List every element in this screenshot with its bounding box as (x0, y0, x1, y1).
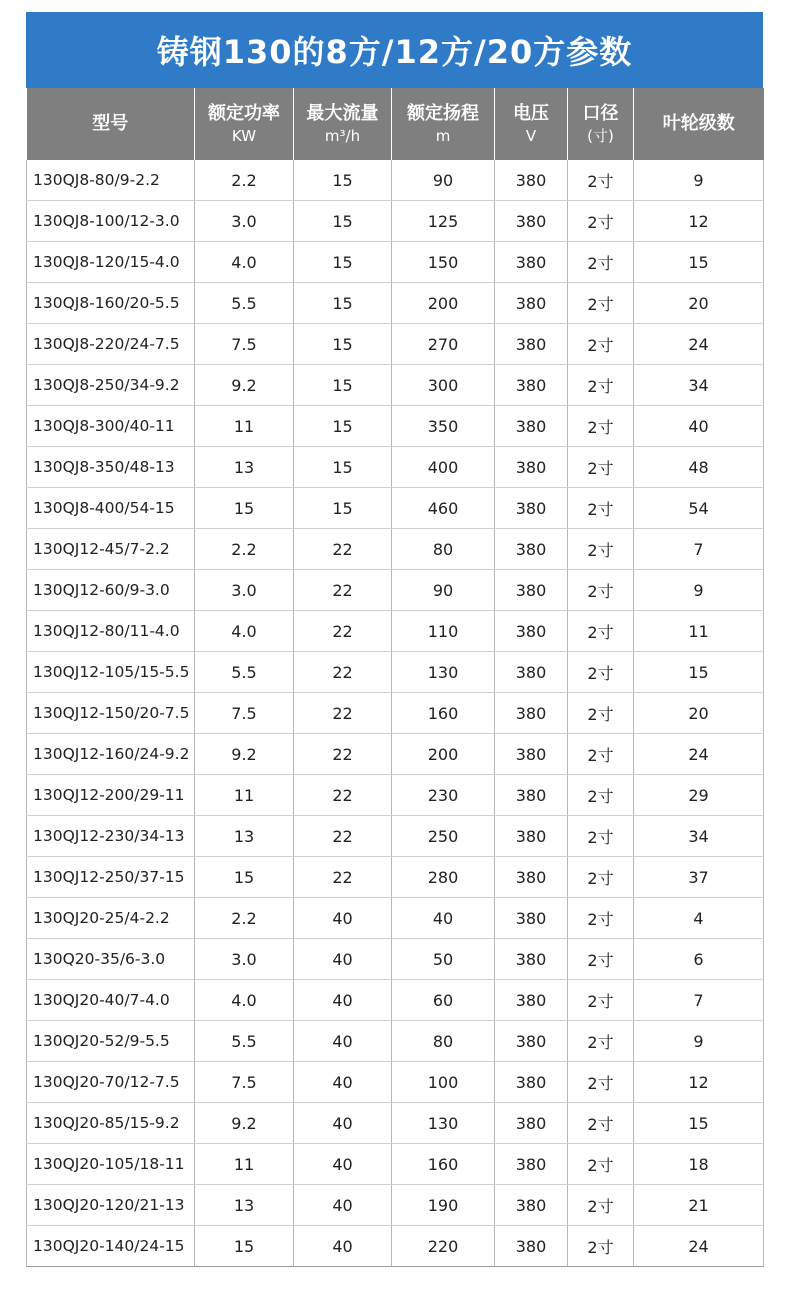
cell-impeller-stages: 24 (634, 734, 764, 775)
cell-impeller-stages: 29 (634, 775, 764, 816)
cell-voltage: 380 (495, 1021, 568, 1062)
cell-power: 2.2 (195, 160, 294, 201)
cell-flow: 22 (294, 570, 392, 611)
cell-caliber: 2寸 (568, 857, 634, 898)
cell-voltage: 380 (495, 857, 568, 898)
cell-power: 11 (195, 1144, 294, 1185)
cell-flow: 15 (294, 201, 392, 242)
cell-voltage: 380 (495, 980, 568, 1021)
cell-power: 11 (195, 406, 294, 447)
cell-power: 11 (195, 775, 294, 816)
cell-caliber: 2寸 (568, 406, 634, 447)
cell-model: 130QJ12-105/15-5.5 (27, 652, 195, 693)
column-header-caliber (568, 88, 634, 160)
cell-voltage: 380 (495, 652, 568, 693)
cell-power: 15 (195, 1226, 294, 1267)
cell-impeller-stages: 11 (634, 611, 764, 652)
cell-head: 80 (392, 1021, 495, 1062)
cell-voltage: 380 (495, 570, 568, 611)
cell-head: 250 (392, 816, 495, 857)
cell-power: 3.0 (195, 570, 294, 611)
column-header-voltage (495, 88, 568, 160)
cell-flow: 22 (294, 857, 392, 898)
table-body (27, 160, 764, 1267)
column-header-unit: m³/h (324, 127, 361, 146)
cell-caliber: 2寸 (568, 816, 634, 857)
cell-power: 15 (195, 857, 294, 898)
cell-head: 100 (392, 1062, 495, 1103)
table-row (27, 488, 764, 529)
cell-model: 130QJ8-220/24-7.5 (27, 324, 195, 365)
cell-impeller-stages: 7 (634, 980, 764, 1021)
cell-flow: 15 (294, 242, 392, 283)
cell-model: 130QJ8-350/48-13 (27, 447, 195, 488)
cell-head: 200 (392, 283, 495, 324)
cell-head: 90 (392, 160, 495, 201)
cell-model: 130QJ20-52/9-5.5 (27, 1021, 195, 1062)
cell-impeller-stages: 34 (634, 816, 764, 857)
cell-model: 130QJ12-250/37-15 (27, 857, 195, 898)
cell-head: 50 (392, 939, 495, 980)
cell-head: 130 (392, 652, 495, 693)
cell-voltage: 380 (495, 242, 568, 283)
cell-voltage: 380 (495, 898, 568, 939)
cell-caliber: 2寸 (568, 1144, 634, 1185)
column-header-label: 电压 (513, 102, 549, 124)
cell-voltage: 380 (495, 1185, 568, 1226)
cell-caliber: 2寸 (568, 611, 634, 652)
cell-head: 460 (392, 488, 495, 529)
cell-flow: 40 (294, 980, 392, 1021)
column-header-impeller-stages (634, 88, 764, 160)
table-row (27, 652, 764, 693)
cell-power: 9.2 (195, 1103, 294, 1144)
cell-model: 130QJ8-300/40-11 (27, 406, 195, 447)
cell-head: 400 (392, 447, 495, 488)
cell-impeller-stages: 6 (634, 939, 764, 980)
cell-impeller-stages: 18 (634, 1144, 764, 1185)
cell-impeller-stages: 24 (634, 1226, 764, 1267)
table-row (27, 1103, 764, 1144)
cell-voltage: 380 (495, 406, 568, 447)
cell-impeller-stages: 15 (634, 242, 764, 283)
cell-model: 130QJ20-40/7-4.0 (27, 980, 195, 1021)
cell-voltage: 380 (495, 1226, 568, 1267)
cell-voltage: 380 (495, 816, 568, 857)
cell-impeller-stages: 12 (634, 201, 764, 242)
cell-impeller-stages: 9 (634, 1021, 764, 1062)
cell-flow: 22 (294, 775, 392, 816)
cell-flow: 40 (294, 1144, 392, 1185)
column-header-label: 额定扬程 (407, 102, 479, 124)
cell-impeller-stages: 54 (634, 488, 764, 529)
cell-voltage: 380 (495, 1062, 568, 1103)
cell-caliber: 2寸 (568, 1062, 634, 1103)
cell-impeller-stages: 20 (634, 693, 764, 734)
cell-impeller-stages: 20 (634, 283, 764, 324)
pump-spec-table (26, 88, 764, 1267)
cell-caliber: 2寸 (568, 652, 634, 693)
cell-model: 130QJ20-85/15-9.2 (27, 1103, 195, 1144)
table-row (27, 1226, 764, 1267)
cell-head: 270 (392, 324, 495, 365)
cell-caliber: 2寸 (568, 1103, 634, 1144)
cell-voltage: 380 (495, 283, 568, 324)
cell-head: 80 (392, 529, 495, 570)
cell-voltage: 380 (495, 611, 568, 652)
cell-caliber: 2寸 (568, 242, 634, 283)
cell-voltage: 380 (495, 939, 568, 980)
cell-model: 130QJ8-400/54-15 (27, 488, 195, 529)
cell-model: 130QJ12-60/9-3.0 (27, 570, 195, 611)
table-row (27, 324, 764, 365)
cell-model: 130QJ12-45/7-2.2 (27, 529, 195, 570)
cell-head: 300 (392, 365, 495, 406)
cell-impeller-stages: 48 (634, 447, 764, 488)
cell-model: 130QJ12-150/20-7.5 (27, 693, 195, 734)
table-row (27, 570, 764, 611)
cell-flow: 15 (294, 324, 392, 365)
table-row (27, 447, 764, 488)
cell-head: 110 (392, 611, 495, 652)
cell-voltage: 380 (495, 201, 568, 242)
cell-power: 2.2 (195, 898, 294, 939)
cell-caliber: 2寸 (568, 447, 634, 488)
cell-caliber: 2寸 (568, 488, 634, 529)
cell-caliber: 2寸 (568, 775, 634, 816)
cell-model: 130QJ12-160/24-9.2 (27, 734, 195, 775)
cell-head: 160 (392, 693, 495, 734)
column-header-unit: (寸) (587, 127, 614, 146)
column-header-unit: V (525, 127, 537, 146)
cell-head: 125 (392, 201, 495, 242)
cell-power: 13 (195, 447, 294, 488)
cell-power: 7.5 (195, 324, 294, 365)
table-row (27, 1185, 764, 1226)
cell-impeller-stages: 40 (634, 406, 764, 447)
page-title: 铸钢130的8方/12方/20方参数 (26, 12, 763, 88)
cell-flow: 15 (294, 160, 392, 201)
table-row (27, 283, 764, 324)
cell-flow: 22 (294, 816, 392, 857)
cell-head: 40 (392, 898, 495, 939)
table-row (27, 980, 764, 1021)
cell-flow: 40 (294, 1185, 392, 1226)
table-row (27, 939, 764, 980)
cell-flow: 15 (294, 283, 392, 324)
table-row (27, 406, 764, 447)
table-row (27, 611, 764, 652)
cell-power: 9.2 (195, 365, 294, 406)
cell-impeller-stages: 9 (634, 570, 764, 611)
cell-power: 3.0 (195, 939, 294, 980)
cell-caliber: 2寸 (568, 898, 634, 939)
cell-head: 230 (392, 775, 495, 816)
cell-impeller-stages: 21 (634, 1185, 764, 1226)
cell-voltage: 380 (495, 734, 568, 775)
cell-head: 130 (392, 1103, 495, 1144)
table-row (27, 242, 764, 283)
cell-flow: 40 (294, 1226, 392, 1267)
cell-caliber: 2寸 (568, 160, 634, 201)
cell-head: 160 (392, 1144, 495, 1185)
column-header-label: 额定功率 (208, 102, 280, 124)
cell-impeller-stages: 15 (634, 1103, 764, 1144)
cell-impeller-stages: 34 (634, 365, 764, 406)
cell-impeller-stages: 4 (634, 898, 764, 939)
cell-power: 13 (195, 816, 294, 857)
cell-power: 4.0 (195, 611, 294, 652)
cell-head: 280 (392, 857, 495, 898)
cell-power: 9.2 (195, 734, 294, 775)
table-row (27, 1062, 764, 1103)
cell-flow: 15 (294, 447, 392, 488)
cell-flow: 15 (294, 488, 392, 529)
cell-power: 13 (195, 1185, 294, 1226)
cell-head: 60 (392, 980, 495, 1021)
cell-flow: 15 (294, 406, 392, 447)
table-row (27, 1144, 764, 1185)
cell-power: 5.5 (195, 652, 294, 693)
cell-model: 130QJ20-120/21-13 (27, 1185, 195, 1226)
cell-model: 130Q20-35/6-3.0 (27, 939, 195, 980)
cell-voltage: 380 (495, 324, 568, 365)
table-row (27, 365, 764, 406)
cell-model: 130QJ12-200/29-11 (27, 775, 195, 816)
table-row (27, 201, 764, 242)
cell-power: 5.5 (195, 1021, 294, 1062)
cell-model: 130QJ8-80/9-2.2 (27, 160, 195, 201)
cell-voltage: 380 (495, 160, 568, 201)
cell-voltage: 380 (495, 1144, 568, 1185)
cell-caliber: 2寸 (568, 201, 634, 242)
cell-impeller-stages: 9 (634, 160, 764, 201)
table-row (27, 529, 764, 570)
cell-voltage: 380 (495, 1103, 568, 1144)
column-header-model (27, 88, 195, 160)
cell-flow: 40 (294, 1062, 392, 1103)
column-header-label: 口径 (582, 102, 619, 124)
cell-model: 130QJ8-160/20-5.5 (27, 283, 195, 324)
cell-caliber: 2寸 (568, 570, 634, 611)
column-header-unit: m (435, 127, 451, 146)
table-header-row (27, 88, 764, 160)
cell-impeller-stages: 7 (634, 529, 764, 570)
cell-caliber: 2寸 (568, 1185, 634, 1226)
cell-impeller-stages: 37 (634, 857, 764, 898)
cell-caliber: 2寸 (568, 1226, 634, 1267)
cell-power: 5.5 (195, 283, 294, 324)
column-header-label: 型号 (92, 112, 129, 134)
cell-voltage: 380 (495, 447, 568, 488)
cell-flow: 15 (294, 365, 392, 406)
cell-flow: 22 (294, 652, 392, 693)
cell-power: 7.5 (195, 693, 294, 734)
cell-flow: 40 (294, 939, 392, 980)
table-row (27, 816, 764, 857)
cell-model: 130QJ20-140/24-15 (27, 1226, 195, 1267)
cell-head: 200 (392, 734, 495, 775)
column-header-unit: KW (231, 127, 257, 146)
cell-impeller-stages: 24 (634, 324, 764, 365)
cell-flow: 40 (294, 1021, 392, 1062)
table-row (27, 1021, 764, 1062)
cell-model: 130QJ20-70/12-7.5 (27, 1062, 195, 1103)
cell-head: 150 (392, 242, 495, 283)
cell-caliber: 2寸 (568, 324, 634, 365)
cell-model: 130QJ12-230/34-13 (27, 816, 195, 857)
cell-caliber: 2寸 (568, 529, 634, 570)
cell-model: 130QJ20-25/4-2.2 (27, 898, 195, 939)
column-header-label: 最大流量 (306, 102, 379, 124)
cell-caliber: 2寸 (568, 734, 634, 775)
cell-head: 350 (392, 406, 495, 447)
cell-caliber: 2寸 (568, 980, 634, 1021)
cell-power: 3.0 (195, 201, 294, 242)
cell-power: 7.5 (195, 1062, 294, 1103)
cell-power: 2.2 (195, 529, 294, 570)
cell-head: 90 (392, 570, 495, 611)
cell-caliber: 2寸 (568, 365, 634, 406)
cell-flow: 22 (294, 611, 392, 652)
cell-model: 130QJ20-105/18-11 (27, 1144, 195, 1185)
cell-model: 130QJ8-100/12-3.0 (27, 201, 195, 242)
cell-flow: 40 (294, 898, 392, 939)
cell-caliber: 2寸 (568, 1021, 634, 1062)
table-row (27, 857, 764, 898)
cell-power: 15 (195, 488, 294, 529)
cell-flow: 22 (294, 693, 392, 734)
cell-model: 130QJ12-80/11-4.0 (27, 611, 195, 652)
table-row (27, 160, 764, 201)
cell-model: 130QJ8-250/34-9.2 (27, 365, 195, 406)
table-row (27, 734, 764, 775)
cell-head: 220 (392, 1226, 495, 1267)
table-row (27, 775, 764, 816)
cell-caliber: 2寸 (568, 939, 634, 980)
cell-head: 190 (392, 1185, 495, 1226)
cell-power: 4.0 (195, 980, 294, 1021)
cell-voltage: 380 (495, 365, 568, 406)
cell-flow: 22 (294, 529, 392, 570)
cell-flow: 40 (294, 1103, 392, 1144)
column-header-label: 叶轮级数 (662, 112, 735, 134)
column-header-power (195, 88, 294, 160)
cell-caliber: 2寸 (568, 693, 634, 734)
cell-flow: 22 (294, 734, 392, 775)
table-row (27, 898, 764, 939)
cell-voltage: 380 (495, 775, 568, 816)
column-header-head (392, 88, 495, 160)
table-row (27, 693, 764, 734)
cell-impeller-stages: 15 (634, 652, 764, 693)
cell-caliber: 2寸 (568, 283, 634, 324)
cell-impeller-stages: 12 (634, 1062, 764, 1103)
column-header-flow (294, 88, 392, 160)
cell-model: 130QJ8-120/15-4.0 (27, 242, 195, 283)
cell-voltage: 380 (495, 488, 568, 529)
cell-power: 4.0 (195, 242, 294, 283)
cell-voltage: 380 (495, 529, 568, 570)
cell-voltage: 380 (495, 693, 568, 734)
